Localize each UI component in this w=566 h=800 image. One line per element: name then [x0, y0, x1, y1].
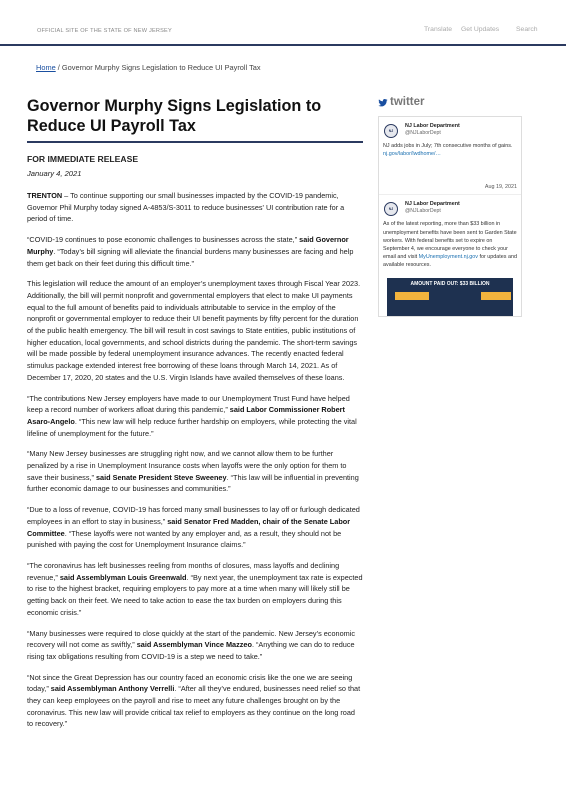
infographic-bar	[481, 292, 511, 300]
tweet-link[interactable]: MyUnemployment.nj.gov	[418, 254, 478, 261]
quote-text: “COVID-19 continues to pose economic challenges to businesses across the state,”	[27, 235, 300, 245]
breadcrumb-current: Governor Murphy Signs Legislation to Reduce UI Payroll Tax	[61, 63, 261, 72]
release-label: FOR IMMEDIATE RELEASE	[27, 154, 139, 164]
dateline: TRENTON	[27, 191, 63, 200]
quote-text: “Many businesses were required to close quickly at the start of the pandemic. New Jersey’s economic recovery will not come as swiftly,”	[27, 628, 355, 650]
tweet[interactable]	[379, 195, 521, 317]
quote-text: . “This law will be influential in preventing further economic damage to our businesses and communities.”	[27, 472, 359, 494]
paragraph-1-text: – To continue supporting our small businesses impacted by the COVID-19 pandemic, Governor Phil Murphy today signed A-4853/S-3011 to reduce businesses' UI contribution rate for a period of time.	[27, 191, 345, 224]
search-link[interactable]: Search	[516, 26, 538, 33]
paragraph-9	[27, 672, 363, 731]
quote-text: “Due to a loss of revenue, COVID-19 has forced many small businesses to lay off or furlough dedicated employees in an effort to stay in business,”	[27, 505, 360, 526]
tweet[interactable]	[379, 117, 521, 195]
quote-attribution: said Labor Commissioner Robert Asaro-Angelo	[27, 405, 345, 426]
tweet-text	[383, 220, 517, 269]
quote-text: . “By next year, the unemployment tax rate is expected to rise to the highest bracket, requiring employers to pay more at a time when many will likely still be getting back on their feet. We need to take action to ease the tax burden on employers during this economic crisis.”	[27, 572, 363, 617]
twitter-bird-icon	[378, 98, 388, 108]
quote-text: . “These layoffs were not wanted by any employer and, as a result, they should not be punished with paying the cost for Unemployment Insurance claims.”	[27, 528, 342, 550]
paragraph-3: This legislation will reduce the amount of an employer’s unemployment taxes through Fiscal Year 2023. Additionally, the bill will permit nonprofit and governmental employers that elect to make UI payments equal to the full amount of benefits paid to individuals attributable to service in the employ of the nonprofit or governmental employer to reduce their UI benefit payments by fifty percent for the duration of the public health emergency. The bill will result in cost savings to State entities, public institutions of higher education, local governments, and school districts during the pandemic. The short-term savings will be made possible by federal unemployment insurance advances. The recently enacted federal stimulus package extended interest free borrowing of these loans through March 14, 2021. As of December 17, 2020, 20 states and the U.S. Virgin Islands have availed themselves of these loans.	[27, 279, 361, 382]
quote-attribution: said Governor Murphy	[27, 235, 349, 256]
breadcrumb	[36, 63, 261, 72]
tweet-body: As of the latest reporting, more than $33 billion in unemployment benefits have been sent to Garden State workers. With federal benefits set to expire on September 4, we encourage everyone to check your email and visit	[383, 221, 517, 261]
tweet-date: Aug 19, 2021	[484, 184, 517, 191]
quote-attribution: said Senator Fred Madden, chair of the Senate Labor Committee	[27, 516, 351, 538]
quote-attribution: said Assemblyman Vince Mazzeo	[136, 640, 252, 650]
quote-attribution: said Assemblyman Louis Greenwald	[59, 572, 187, 582]
breadcrumb-separator: /	[57, 63, 60, 72]
tweet-author-handle: @NJLaborDept	[405, 208, 441, 215]
site-header	[0, 0, 566, 46]
quote-text: . “Today’s bill signing will alleviate the financial burdens many businesses are facing and help them get back on their feet during this difficult time.”	[27, 246, 354, 268]
translate-link[interactable]: Translate	[424, 26, 453, 33]
site-label: OFFICIAL SITE OF THE STATE OF NEW JERSEY	[37, 28, 172, 34]
quote-text: “The coronavirus has left businesses reeling from months of closures, mass layoffs and declining revenue,”	[27, 560, 340, 582]
twitter-feed[interactable]	[378, 116, 522, 317]
twitter-heading-label: twitter	[390, 96, 425, 108]
tweet-body: for updates and available resources.	[383, 254, 517, 269]
avatar: NJ	[384, 202, 398, 216]
quote-attribution: said Senate President Steve Sweeney	[95, 472, 227, 482]
tweet-link[interactable]: nj.gov/labor/lwdhome/…	[383, 151, 441, 158]
twitter-heading[interactable]	[378, 96, 522, 114]
tweet-author-handle: @NJLaborDept	[405, 130, 441, 136]
article	[27, 96, 363, 739]
paragraph-1	[27, 190, 363, 225]
paragraph-6	[27, 504, 363, 551]
tweet-body: NJ adds jobs in July; 7th consecutive months of gains.	[383, 143, 513, 149]
quote-text: “Many New Jersey businesses are struggling right now, and we cannot allow them to be further penalized by a rise in Unemployment Insurance costs when layoffs were the only option for them to save their business,”	[27, 449, 347, 482]
paragraph-5	[27, 448, 363, 495]
quote-attribution: said Assemblyman Anthony Verrelli	[50, 684, 175, 694]
tweet-infographic-image[interactable]	[387, 278, 513, 317]
paragraph-7	[27, 560, 363, 619]
infographic-title: AMOUNT PAID OUT: $33 BILLION	[410, 280, 490, 287]
get-updates-link[interactable]: Get Updates	[461, 26, 500, 33]
tweet-author-name: NJ Labor Department	[405, 123, 460, 129]
paragraph-4	[27, 393, 363, 440]
paragraph-2	[27, 234, 363, 269]
tweet-author-name: NJ Labor Department	[405, 201, 460, 208]
page-title: Governor Murphy Signs Legislation to Reduce UI Payroll Tax	[27, 96, 363, 143]
quote-text: . “After all they’ve endured, businesses need relief so that they can keep employees on the payroll and rise to meet any future challenges brought on by the coronavirus. This new law will provide critical tax relief to employers as they continue on the long road to recovery.”	[27, 684, 361, 729]
quote-text: “The contributions New Jersey employers have made to our Unemployment Trust Fund have helped keep a record number of workers afloat during this pandemic,”	[27, 393, 350, 415]
infographic-bar	[395, 292, 429, 300]
quote-text: . “This new law will help reduce further hardship on employers, while protecting the vital lifeline of unemployment for the future.”	[27, 416, 357, 438]
paragraph-8	[27, 628, 363, 663]
quote-text: “Not since the Great Depression has our country faced an economic crisis like the one we are seeing today,”	[27, 672, 353, 694]
tweet-text	[383, 142, 517, 158]
breadcrumb-home-link[interactable]: Home	[36, 63, 56, 72]
quote-text: . “Anything we can do to reduce rising tax obligations resulting from COVID-19 is a step we need to take.”	[27, 640, 355, 661]
release-date: January 4, 2021	[27, 169, 82, 178]
twitter-sidebar	[378, 96, 522, 317]
avatar: NJ	[384, 124, 398, 138]
